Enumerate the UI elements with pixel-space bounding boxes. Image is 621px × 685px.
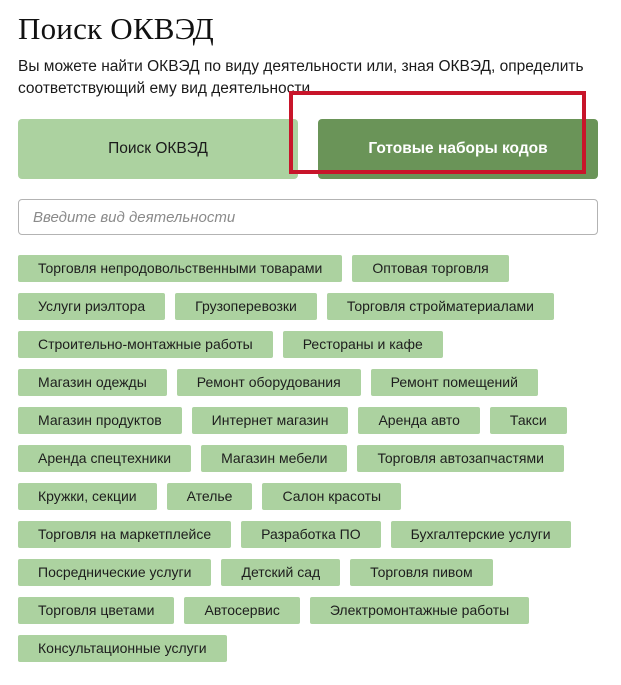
okved-page xyxy=(18,10,600,656)
activity-tag[interactable]: Аренда спецтехники xyxy=(18,445,191,472)
activity-tag[interactable]: Торговля стройматериалами xyxy=(327,293,554,320)
tag-row xyxy=(18,445,608,472)
activity-tag[interactable]: Рестораны и кафе xyxy=(283,331,443,358)
activity-tag[interactable]: Торговля автозапчастями xyxy=(357,445,563,472)
activity-tag[interactable]: Консультационные услуги xyxy=(18,635,227,662)
tag-row xyxy=(18,407,608,434)
activity-tag[interactable]: Торговля непродовольственными товарами xyxy=(18,255,342,282)
activity-tag[interactable]: Магазин мебели xyxy=(201,445,347,472)
activity-tag[interactable]: Разработка ПО xyxy=(241,521,380,548)
activity-tag[interactable]: Кружки, секции xyxy=(18,483,157,510)
activity-tag[interactable]: Магазин продуктов xyxy=(18,407,182,434)
activity-tag[interactable]: Торговля цветами xyxy=(18,597,174,624)
activity-tag[interactable]: Грузоперевозки xyxy=(175,293,317,320)
activity-tag[interactable]: Строительно-монтажные работы xyxy=(18,331,273,358)
tag-row xyxy=(18,559,608,586)
activity-tag[interactable]: Автосервис xyxy=(184,597,299,624)
activity-tag[interactable]: Посреднические услуги xyxy=(18,559,211,586)
tag-row xyxy=(18,369,608,396)
activity-tag[interactable]: Интернет магазин xyxy=(192,407,349,434)
activity-tag[interactable]: Ателье xyxy=(167,483,253,510)
activity-tag[interactable]: Торговля на маркетплейсе xyxy=(18,521,231,548)
page-description: Вы можете найти ОКВЭД по виду деятельности или, зная ОКВЭД, определить соответствующий ему вид деятельности. xyxy=(18,58,584,97)
activity-tag[interactable]: Аренда авто xyxy=(358,407,479,434)
tag-row xyxy=(18,635,608,662)
activity-tag[interactable]: Ремонт помещений xyxy=(371,369,538,396)
activity-tag[interactable]: Такси xyxy=(490,407,567,434)
activity-tag[interactable]: Оптовая торговля xyxy=(352,255,508,282)
activity-search-input[interactable] xyxy=(18,199,598,235)
tag-row xyxy=(18,331,608,358)
activity-tag[interactable]: Магазин одежды xyxy=(18,369,167,396)
tag-row xyxy=(18,293,608,320)
activity-tag[interactable]: Салон красоты xyxy=(262,483,401,510)
activity-tag[interactable]: Детский сад xyxy=(221,559,340,586)
activity-tag[interactable]: Ремонт оборудования xyxy=(177,369,361,396)
search-okved-button[interactable]: Поиск ОКВЭД xyxy=(18,119,298,179)
tag-row xyxy=(18,483,608,510)
activity-tag-list xyxy=(18,255,608,673)
activity-tag[interactable]: Торговля пивом xyxy=(350,559,492,586)
mode-switcher xyxy=(18,119,600,179)
activity-tag[interactable]: Электромонтажные работы xyxy=(310,597,529,624)
tag-row xyxy=(18,597,608,624)
tag-row xyxy=(18,255,608,282)
tag-row xyxy=(18,521,608,548)
page-title: Поиск ОКВЭД xyxy=(18,11,214,46)
ready-code-sets-button[interactable]: Готовые наборы кодов xyxy=(318,119,598,179)
activity-tag[interactable]: Бухгалтерские услуги xyxy=(391,521,571,548)
activity-tag[interactable]: Услуги риэлтора xyxy=(18,293,165,320)
